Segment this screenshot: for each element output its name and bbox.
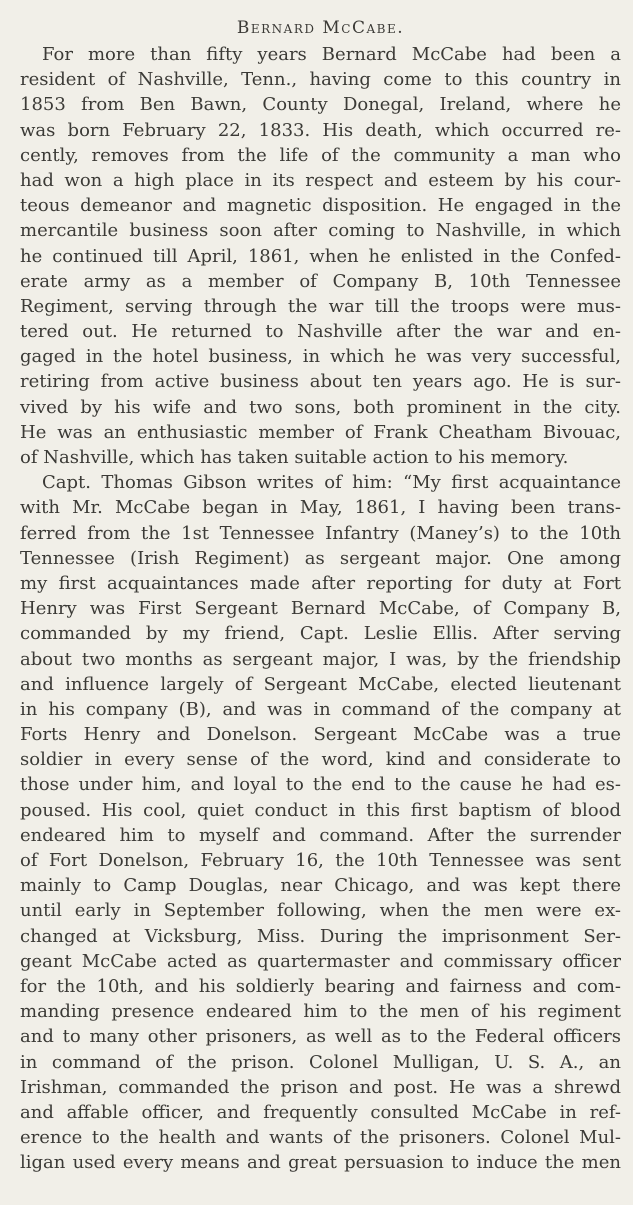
- text-line: Tennessee (Irish Regiment) as sergeant major. One among: [20, 547, 621, 569]
- text-line: Capt. Thomas Gibson writes of him: “My first acquaintance: [42, 472, 621, 494]
- text-line: in command of the prison. Colonel Mulligan, U. S. A., an: [20, 1051, 621, 1073]
- text-line: manding presence endeared him to the men of his regiment: [20, 1001, 621, 1023]
- text-line: for the 10th, and his soldierly bearing and fairness and com-: [20, 975, 621, 997]
- text-line: poused. His cool, quiet conduct in this first baptism of blood: [20, 799, 621, 821]
- text-line: Irishman, commanded the prison and post. He was a shrewd: [20, 1076, 621, 1098]
- text-line: 1853 from Ben Bawn, County Donegal, Ireland, where he: [20, 94, 621, 116]
- text-line: Forts Henry and Donelson. Sergeant McCabe was a true: [20, 724, 621, 746]
- text-line: had won a high place in its respect and esteem by his cour-: [20, 169, 621, 191]
- text-line: he continued till April, 1861, when he enlisted in the Confed-: [20, 245, 621, 267]
- text-line: was born February 22, 1833. His death, which occurred re-: [20, 119, 621, 141]
- text-line: He was an enthusiastic member of Frank Cheatham Bivouac,: [20, 421, 621, 443]
- text-line: of Nashville, which has taken suitable action to his memory.: [20, 447, 569, 468]
- paragraph-2: [20, 470, 621, 1175]
- text-line: changed at Vicksburg, Miss. During the imprisonment Ser-: [20, 925, 621, 947]
- text-line: and affable officer, and frequently consulted McCabe in ref-: [20, 1101, 621, 1123]
- text-line: vived by his wife and two sons, both prominent in the city.: [20, 396, 621, 418]
- text-line: tered out. He returned to Nashville after the war and en-: [20, 321, 621, 343]
- text-line: teous demeanor and magnetic disposition. He engaged in the: [20, 195, 621, 217]
- text-line: soldier in every sense of the word, kind and considerate to: [20, 749, 621, 771]
- text-line: until early in September following, when the men were ex-: [20, 900, 621, 922]
- text-line: cently, removes from the life of the community a man who: [20, 144, 621, 166]
- text-line: erence to the health and wants of the prisoners. Colonel Mul-: [20, 1127, 621, 1149]
- text-line: erate army as a member of Company B, 10th Tennessee: [20, 270, 621, 292]
- text-line: about two months as sergeant major, I was, by the friendship: [20, 648, 621, 670]
- paragraph-1: [20, 42, 621, 470]
- text-line: of Fort Donelson, February 16, the 10th Tennessee was sent: [20, 850, 621, 871]
- text-line: ferred from the 1st Tennessee Infantry (Maney’s) to the 10th: [20, 522, 621, 544]
- text-line: those under him, and loyal to the end to the cause he had es-: [20, 774, 621, 796]
- text-line: mercantile business soon after coming to Nashville, in which: [20, 220, 621, 242]
- text-line: and influence largely of Sergeant McCabe, elected lieutenant: [20, 673, 621, 695]
- text-line: in his company (B), and was in command of the company at: [20, 698, 621, 720]
- text-line: endeared him to myself and command. After the surrender: [20, 824, 621, 846]
- text-line: Henry was First Sergeant Bernard McCabe, of Company B,: [20, 598, 621, 620]
- text-line: resident of Nashville, Tenn., having come to this country in: [20, 69, 621, 91]
- text-line: Regiment, serving through the war till the troops were mus-: [20, 295, 621, 317]
- text-line: commanded by my friend, Capt. Leslie Ellis. After serving: [20, 623, 621, 645]
- text-line: retiring from active business about ten years ago. He is sur-: [20, 371, 621, 393]
- text-line: and to many other prisoners, as well as to the Federal officers: [20, 1026, 621, 1048]
- text-line: geant McCabe acted as quartermaster and commissary officer: [20, 950, 621, 972]
- text-line: ligan used every means and great persuasion to induce the men: [20, 1152, 621, 1174]
- text-line: mainly to Camp Douglas, near Chicago, and was kept there: [20, 875, 621, 897]
- text-line: gaged in the hotel business, in which he was very successful,: [20, 346, 621, 368]
- text-line: For more than fifty years Bernard McCabe had been a: [42, 44, 621, 65]
- article-heading: Bernard McCabe.: [236, 18, 405, 38]
- text-line: with Mr. McCabe began in May, 1861, I having been trans-: [20, 497, 621, 519]
- text-line: my first acquaintances made after reporting for duty at Fort: [20, 572, 621, 594]
